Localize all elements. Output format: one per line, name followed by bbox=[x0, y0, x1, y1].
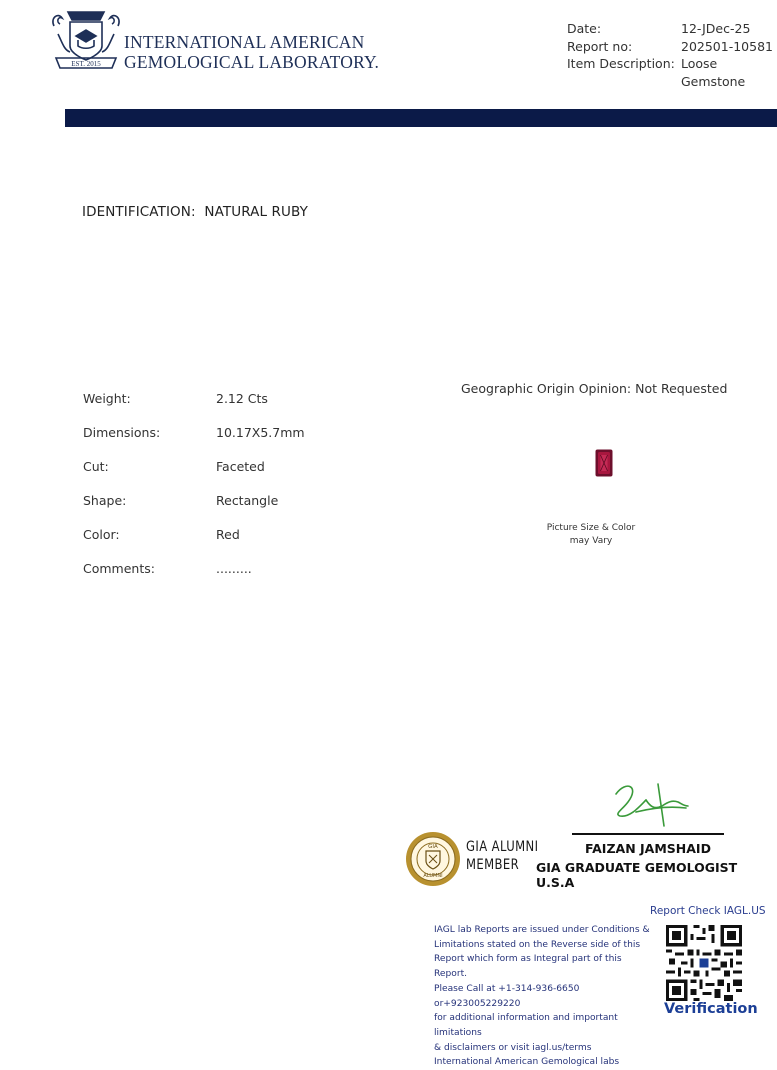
property-label: Comments: bbox=[83, 560, 155, 576]
header-band bbox=[65, 109, 777, 127]
date-value: 12-JDec-25 bbox=[681, 21, 751, 36]
picture-note-line1: Picture Size & Color bbox=[546, 523, 636, 533]
signer-name: FAIZAN JAMSHAID bbox=[585, 841, 711, 856]
lab-name-line2: GEMOLOGICAL LABORATORY. bbox=[124, 52, 380, 72]
lab-crest-icon bbox=[48, 6, 124, 72]
signature-line bbox=[572, 833, 724, 835]
logo-est-text: EST. 2015 bbox=[71, 60, 101, 68]
verification-label: Verification bbox=[664, 1001, 758, 1017]
gia-alumni-label bbox=[466, 838, 538, 874]
gia-alumni-line1: GIA ALUMNI bbox=[466, 839, 539, 855]
property-value: 10.17X5.7mm bbox=[216, 424, 305, 440]
property-row-color bbox=[83, 517, 305, 551]
geographic-origin bbox=[461, 381, 727, 396]
disclaimer-line: Please Call at +1-314-936-6650 or+923005229220 bbox=[434, 983, 580, 1009]
item-description-value: Loose Gemstone bbox=[681, 56, 746, 89]
disclaimer-line: for additional information and important limitations bbox=[434, 1013, 618, 1038]
property-row-cut bbox=[83, 449, 305, 483]
identification-label: IDENTIFICATION: bbox=[82, 204, 196, 220]
item-description-label: Item Description: bbox=[567, 56, 675, 72]
report-check-link[interactable]: Report Check IAGL.US bbox=[650, 905, 766, 917]
identification-value: NATURAL RUBY bbox=[204, 204, 308, 220]
property-row-dimensions bbox=[83, 415, 305, 449]
property-value: Red bbox=[216, 526, 240, 542]
date-label: Date: bbox=[567, 21, 602, 36]
report-number-value: 202501-10581 bbox=[681, 38, 773, 54]
qr-code-icon[interactable] bbox=[666, 925, 742, 1001]
picture-note-line2: may Vary bbox=[569, 536, 613, 546]
disclaimer-line: Limitations stated on the Reverse side of this bbox=[434, 939, 641, 950]
disclaimer-line: International American Gemological labs bbox=[434, 1057, 620, 1068]
picture-note bbox=[532, 522, 650, 548]
lab-name-line1: INTERNATIONAL AMERICAN bbox=[124, 32, 365, 52]
property-label: Weight: bbox=[83, 390, 131, 406]
property-label: Color: bbox=[83, 526, 120, 542]
disclaimer-line: Report which form as Integral part of this Report. bbox=[434, 954, 622, 980]
property-row-comments bbox=[83, 551, 305, 585]
report-meta-labels bbox=[567, 20, 675, 73]
property-value: ......... bbox=[216, 560, 252, 576]
disclaimer bbox=[434, 923, 652, 1070]
seal-sub-text: ALUMNI bbox=[423, 873, 443, 879]
report-meta-values bbox=[681, 20, 777, 90]
signer-title: GIA GRADUATE GEMOLOGIST U.S.A bbox=[536, 860, 738, 890]
property-row-weight bbox=[83, 381, 305, 415]
gia-alumni-seal-icon bbox=[405, 831, 461, 887]
disclaimer-line: IAGL lab Reports are issued under Conditions & bbox=[434, 925, 650, 935]
seal-text: GIA bbox=[428, 844, 438, 850]
property-row-shape bbox=[83, 483, 305, 517]
signature-image bbox=[606, 776, 692, 832]
identification bbox=[82, 204, 308, 220]
property-value: Faceted bbox=[216, 458, 265, 474]
ruby-gem-image bbox=[595, 449, 613, 477]
property-label: Shape: bbox=[83, 492, 127, 508]
disclaimer-line: & disclaimers or visit iagl.us/terms bbox=[434, 1042, 592, 1053]
property-label: Cut: bbox=[83, 458, 109, 474]
lab-name bbox=[124, 32, 379, 72]
property-value: 2.12 Cts bbox=[216, 390, 268, 406]
origin-value: Not Requested bbox=[635, 381, 728, 396]
gia-alumni-line2: MEMBER bbox=[466, 857, 520, 873]
origin-label: Geographic Origin Opinion: bbox=[461, 381, 632, 396]
property-value: Rectangle bbox=[216, 492, 279, 508]
report-number-label: Report no: bbox=[567, 38, 633, 54]
property-label: Dimensions: bbox=[83, 424, 161, 440]
gem-properties bbox=[83, 381, 305, 585]
